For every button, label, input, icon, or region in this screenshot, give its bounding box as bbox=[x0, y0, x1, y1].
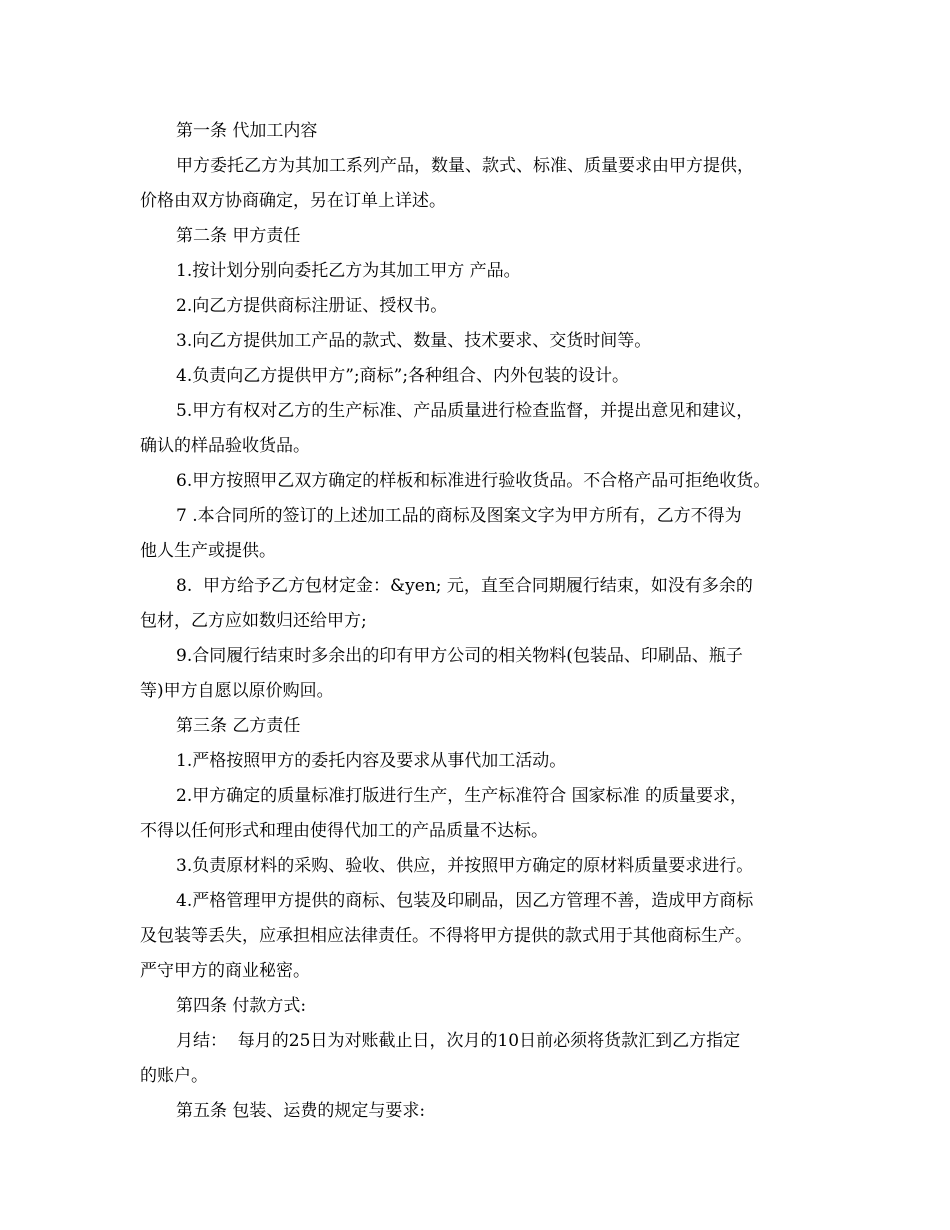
list-item: 4.严格管理甲方提供的商标、包装及印刷品，因乙方管理不善，造成甲方商标 bbox=[176, 891, 754, 911]
list-item: 1.按计划分别向委托乙方为其加工甲方 产品。 bbox=[176, 261, 521, 281]
list-item: 5.甲方有权对乙方的生产标准、产品质量进行检查监督，并提出意见和建议， bbox=[176, 401, 754, 421]
article-2-heading: 第二条 甲方责任 bbox=[176, 226, 301, 246]
list-item: 8. 甲方给予乙方包材定金：&yen; 元，直至合同期履行结束，如没有多余的 bbox=[176, 576, 753, 596]
list-item: 2.向乙方提供商标注册证、授权书。 bbox=[176, 296, 448, 316]
list-item: 6.甲方按照甲乙双方确定的样板和标准进行验收货品。不合格产品可拒绝收货。 bbox=[176, 471, 771, 491]
article-5-heading: 第五条 包装、运费的规定与要求: bbox=[176, 1101, 426, 1121]
list-item-continued: 等)甲方自愿以原价购回。 bbox=[140, 681, 334, 701]
list-item: 3.向乙方提供加工产品的款式、数量、技术要求、交货时间等。 bbox=[176, 331, 652, 351]
paragraph-line: 价格由双方协商确定，另在订单上详述。 bbox=[140, 191, 446, 211]
article-1-heading: 第一条 代加工内容 bbox=[176, 121, 318, 141]
article-4-heading: 第四条 付款方式: bbox=[176, 996, 307, 1016]
list-item: 3.负责原材料的采购、验收、供应，并按照甲方确定的原材料质量要求进行。 bbox=[176, 856, 754, 876]
list-item: 2.甲方确定的质量标准打版进行生产，生产标准符合 国家标准 的质量要求， bbox=[176, 786, 748, 806]
list-item-continued: 包材，乙方应如数归还给甲方; bbox=[140, 611, 367, 631]
list-item-continued: 及包装等丢失，应承担相应法律责任。不得将甲方提供的款式用于其他商标生产。 bbox=[140, 926, 752, 946]
list-item: 7 .本合同所的签订的上述加工品的商标及图案文字为甲方所有，乙方不得为 bbox=[176, 506, 742, 526]
list-item-continued: 严守甲方的商业秘密。 bbox=[140, 961, 310, 981]
paragraph-line: 月结： 每月的25日为对账截止日，次月的10日前必须将货款汇到乙方指定 bbox=[176, 1031, 741, 1051]
paragraph-line: 甲方委托乙方为其加工系列产品，数量、款式、标准、质量要求由甲方提供， bbox=[176, 156, 754, 176]
article-3-heading: 第三条 乙方责任 bbox=[176, 716, 301, 736]
list-item-continued: 不得以任何形式和理由使得代加工的产品质量不达标。 bbox=[140, 821, 548, 841]
list-item: 4.负责向乙方提供甲方”;商标”;各种组合、内外包装的设计。 bbox=[176, 366, 630, 386]
list-item-continued: 确认的样品验收货品。 bbox=[140, 436, 310, 456]
list-item-continued: 他人生产或提供。 bbox=[140, 541, 276, 561]
list-item: 9.合同履行结束时多余出的印有甲方公司的相关物料(包装品、印刷品、瓶子 bbox=[176, 646, 743, 666]
list-item: 1.严格按照甲方的委托内容及要求从事代加工活动。 bbox=[176, 751, 567, 771]
paragraph-line: 的账户。 bbox=[140, 1066, 208, 1086]
